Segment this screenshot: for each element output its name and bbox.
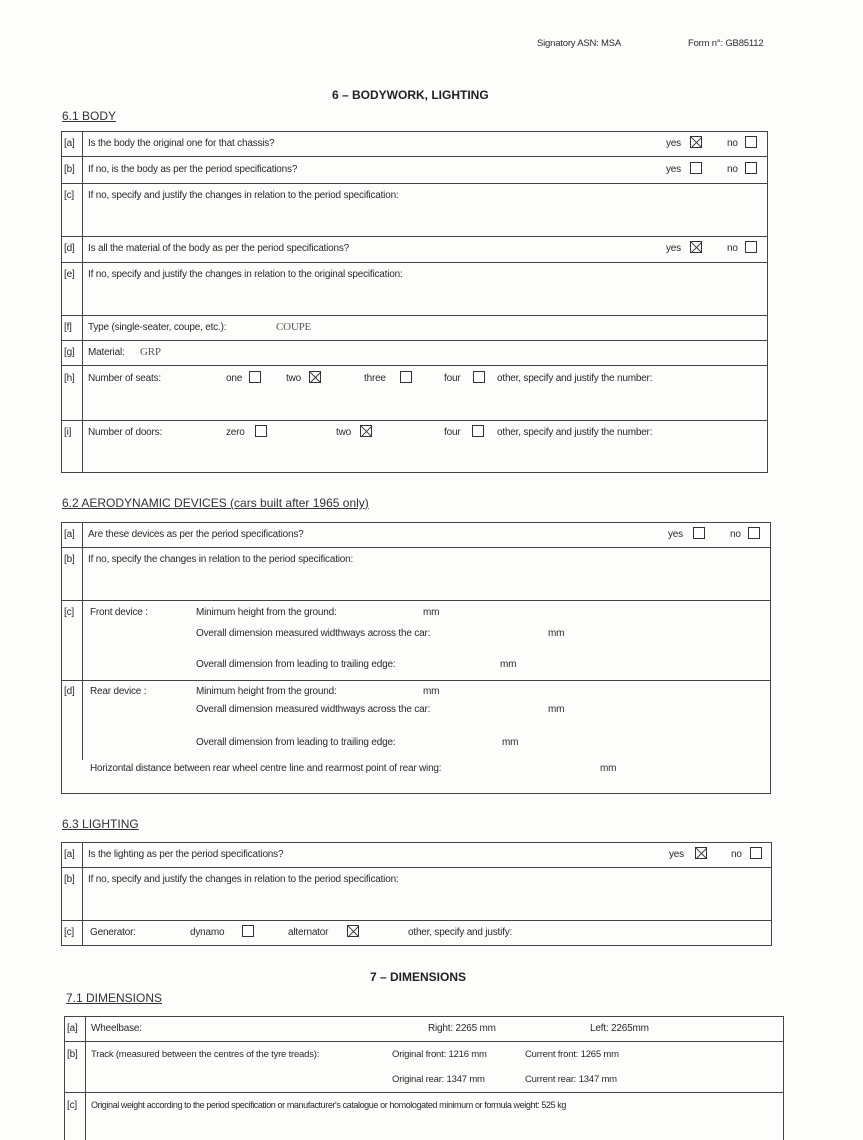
material-label: Material: — [88, 347, 125, 358]
row-divider — [61, 867, 772, 868]
seats-three-checkbox[interactable] — [400, 371, 412, 383]
row-divider — [61, 365, 768, 366]
lighting-period-question: Is the lighting as per the period specifications? — [88, 849, 284, 860]
wheelbase-right: Right: 2265 mm — [428, 1023, 496, 1034]
key-column-divider — [82, 522, 83, 680]
seats-two-checkbox[interactable] — [309, 371, 321, 383]
track-original-front: Original front: 1216 mm — [392, 1049, 487, 1060]
row-key: [e] — [64, 269, 75, 280]
row-key: [c] — [67, 1100, 77, 1111]
body-period-no-checkbox[interactable] — [745, 162, 757, 174]
section-6-1-heading: 6.1 BODY — [62, 109, 117, 123]
section-7-title: 7 – DIMENSIONS — [370, 970, 467, 984]
rear-horizontal-distance-label: Horizontal distance between rear wheel centre line and rearmost point of rear wing: — [90, 763, 442, 774]
doors-four-label: four — [444, 427, 461, 438]
rear-overall-length-label: Overall dimension from leading to trailing edge: — [196, 737, 396, 748]
signatory-label: Signatory ASN: MSA — [537, 38, 622, 49]
row-key: [b] — [64, 164, 75, 175]
track-current-front: Current front: 1265 mm — [525, 1049, 619, 1060]
no-label: no — [731, 849, 742, 860]
original-weight-label: Original weight according to the period specification or manufacturer's catalogue or homologated minimum or formula weight: 525 kg — [91, 1100, 566, 1110]
seats-three-label: three — [364, 373, 386, 384]
body-type-label: Type (single-seater, coupe, etc.): — [88, 322, 227, 333]
track-current-rear: Current rear: 1347 mm — [525, 1074, 617, 1085]
section-6-3-heading: 6.3 LIGHTING — [62, 817, 139, 831]
doors-zero-label: zero — [226, 427, 245, 438]
no-label: no — [727, 138, 738, 149]
row-key: [f] — [64, 322, 72, 333]
unit-mm: mm — [423, 607, 440, 618]
row-divider — [61, 236, 768, 237]
wheelbase-left: Left: 2265mm — [590, 1023, 649, 1034]
seats-other-label: other, specify and justify the number: — [497, 373, 653, 384]
body-changes-prompt: If no, specify and justify the changes in relation to the period specification: — [88, 190, 399, 201]
material-value: GRP — [140, 346, 161, 358]
body-material-yes-checkbox[interactable] — [690, 241, 702, 253]
body-material-question: Is all the material of the body as per the period specifications? — [88, 243, 350, 254]
body-original-yes-checkbox[interactable] — [690, 136, 702, 148]
row-key: [c] — [64, 607, 74, 618]
key-column-divider — [85, 1016, 86, 1140]
no-label: no — [727, 164, 738, 175]
row-divider — [61, 315, 768, 316]
body-original-no-checkbox[interactable] — [745, 136, 757, 148]
row-divider — [61, 420, 768, 421]
body-material-no-checkbox[interactable] — [745, 241, 757, 253]
generator-label: Generator: — [90, 927, 136, 938]
yes-label: yes — [668, 529, 683, 540]
key-column-divider — [82, 680, 83, 760]
body-original-question: Is the body the original one for that chassis? — [88, 138, 275, 149]
row-key: [b] — [64, 874, 75, 885]
yes-label: yes — [666, 243, 681, 254]
row-key: [a] — [64, 529, 75, 540]
aero-period-question: Are these devices as per the period specifications? — [88, 529, 304, 540]
dynamo-label: dynamo — [190, 927, 225, 938]
track-label: Track (measured between the centres of the tyre treads): — [91, 1049, 320, 1060]
alternator-checkbox[interactable] — [347, 925, 359, 937]
lighting-no-checkbox[interactable] — [750, 847, 762, 859]
yes-label: yes — [666, 164, 681, 175]
rear-device-label: Rear device : — [90, 686, 147, 697]
wheelbase-label: Wheelbase: — [91, 1023, 142, 1034]
seats-label: Number of seats: — [88, 373, 161, 384]
row-divider — [61, 156, 768, 157]
unit-mm: mm — [600, 763, 617, 774]
unit-mm: mm — [548, 628, 565, 639]
row-key: [h] — [64, 373, 75, 384]
no-label: no — [730, 529, 741, 540]
front-min-height-label: Minimum height from the ground: — [196, 607, 337, 618]
alternator-label: alternator — [288, 927, 329, 938]
front-device-label: Front device : — [90, 607, 148, 618]
row-key: [g] — [64, 347, 75, 358]
aero-changes-prompt: If no, specify the changes in relation to the period specification: — [88, 554, 354, 565]
row-divider — [64, 1092, 784, 1093]
body-period-yes-checkbox[interactable] — [690, 162, 702, 174]
unit-mm: mm — [548, 704, 565, 715]
row-divider — [61, 600, 771, 601]
material-changes-prompt: If no, specify and justify the changes in relation to the original specification: — [88, 269, 403, 280]
row-key: [b] — [67, 1049, 78, 1060]
unit-mm: mm — [502, 737, 519, 748]
lighting-changes-prompt: If no, specify and justify the changes in relation to the period specification: — [88, 874, 399, 885]
body-period-question: If no, is the body as per the period specifications? — [88, 164, 298, 175]
body-type-value: COUPE — [276, 321, 312, 333]
doors-two-label: two — [336, 427, 351, 438]
aero-no-checkbox[interactable] — [748, 527, 760, 539]
doors-two-checkbox[interactable] — [360, 425, 372, 437]
yes-label: yes — [669, 849, 684, 860]
unit-mm: mm — [423, 686, 440, 697]
front-overall-width-label: Overall dimension measured widthways across the car: — [196, 628, 431, 639]
form-number: Form n°: GB85112 — [688, 38, 764, 49]
lighting-yes-checkbox[interactable] — [695, 847, 707, 859]
yes-label: yes — [666, 138, 681, 149]
seats-four-checkbox[interactable] — [473, 371, 485, 383]
front-overall-length-label: Overall dimension from leading to trailing edge: — [196, 659, 396, 670]
seats-four-label: four — [444, 373, 461, 384]
generator-other-label: other, specify and justify: — [408, 927, 513, 938]
row-divider — [61, 340, 768, 341]
row-key: [c] — [64, 927, 74, 938]
section-6-title: 6 – BODYWORK, LIGHTING — [332, 88, 489, 102]
section-7-1-heading: 7.1 DIMENSIONS — [66, 991, 163, 1005]
row-key: [d] — [64, 686, 75, 697]
row-key: [i] — [64, 427, 72, 438]
no-label: no — [727, 243, 738, 254]
rear-overall-width-label: Overall dimension measured widthways across the car: — [196, 704, 431, 715]
seats-two-label: two — [286, 373, 301, 384]
row-key: [d] — [64, 243, 75, 254]
unit-mm: mm — [500, 659, 517, 670]
section-6-2-heading: 6.2 AERODYNAMIC DEVICES (cars built after 1965 only) — [62, 496, 369, 510]
row-divider — [61, 920, 772, 921]
doors-four-checkbox[interactable] — [472, 425, 484, 437]
track-original-rear: Original rear: 1347 mm — [392, 1074, 485, 1085]
row-divider — [61, 547, 771, 548]
row-key: [b] — [64, 554, 75, 565]
row-key: [c] — [64, 190, 74, 201]
row-divider — [64, 1041, 784, 1042]
dynamo-checkbox[interactable] — [242, 925, 254, 937]
key-column-divider — [82, 842, 83, 946]
row-key: [a] — [64, 849, 75, 860]
rear-min-height-label: Minimum height from the ground: — [196, 686, 337, 697]
doors-other-label: other, specify and justify the number: — [497, 427, 653, 438]
aero-yes-checkbox[interactable] — [693, 527, 705, 539]
row-key: [a] — [67, 1023, 78, 1034]
doors-zero-checkbox[interactable] — [255, 425, 267, 437]
seats-one-label: one — [226, 373, 243, 384]
seats-one-checkbox[interactable] — [249, 371, 261, 383]
doors-label: Number of doors: — [88, 427, 163, 438]
row-divider — [61, 680, 771, 681]
row-key: [a] — [64, 138, 75, 149]
row-divider — [61, 183, 768, 184]
row-divider — [61, 262, 768, 263]
